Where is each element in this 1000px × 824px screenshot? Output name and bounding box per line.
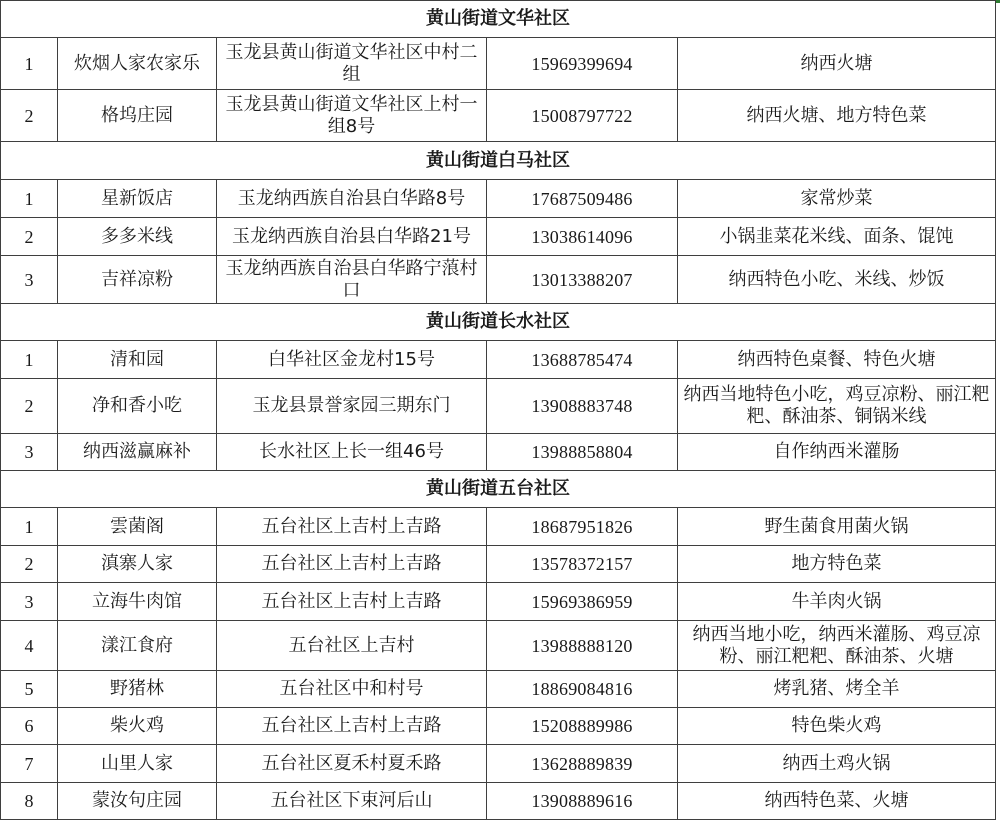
cell-phone[interactable]: 13578372157 [487,546,678,583]
cell-cuisine[interactable]: 纳西当地特色小吃，鸡豆凉粉、丽江粑粑、酥油茶、铜锅米线 [678,379,996,434]
cell-phone[interactable]: 15969399694 [487,38,678,90]
table-row [1,379,996,434]
cell-address[interactable]: 白华社区金龙村15号 [217,341,487,379]
cell-number[interactable]: 2 [1,379,58,434]
cell-number[interactable]: 5 [1,671,58,708]
cell-phone[interactable]: 17687509486 [487,180,678,218]
table-row [1,708,996,745]
cell-number[interactable]: 7 [1,745,58,783]
cell-address[interactable]: 玉龙纳西族自治县白华路8号 [217,180,487,218]
section-title: 黄山街道长水社区 [1,304,996,341]
cell-address[interactable]: 五台社区上吉村上吉路 [217,708,487,745]
cell-restaurant-name[interactable]: 星新饭店 [58,180,217,218]
table-row [1,783,996,820]
cell-restaurant-name[interactable]: 净和香小吃 [58,379,217,434]
section-header-row [1,142,996,180]
cell-restaurant-name[interactable]: 吉祥凉粉 [58,256,217,304]
cell-number[interactable]: 1 [1,38,58,90]
cell-phone[interactable]: 13908883748 [487,379,678,434]
cell-address[interactable]: 玉龙县黄山街道文华社区中村二组 [217,38,487,90]
cell-phone[interactable]: 15969386959 [487,583,678,621]
cell-phone[interactable]: 15008797722 [487,90,678,142]
section-header-row [1,304,996,341]
cell-number[interactable]: 3 [1,256,58,304]
cell-address[interactable]: 五台社区上吉村上吉路 [217,508,487,546]
cell-address[interactable]: 玉龙县黄山街道文华社区上村一组8号 [217,90,487,142]
cell-phone[interactable]: 13688785474 [487,341,678,379]
cell-restaurant-name[interactable]: 野猪林 [58,671,217,708]
cell-phone[interactable]: 13013388207 [487,256,678,304]
cell-restaurant-name[interactable]: 蒙汝句庄园 [58,783,217,820]
cell-address[interactable]: 五台社区上吉村上吉路 [217,546,487,583]
cell-phone[interactable]: 13908889616 [487,783,678,820]
cell-phone[interactable]: 13628889839 [487,745,678,783]
cell-number[interactable]: 4 [1,621,58,671]
cell-restaurant-name[interactable]: 炊烟人家农家乐 [58,38,217,90]
cell-address[interactable]: 五台社区中和村号 [217,671,487,708]
cell-cuisine[interactable]: 地方特色菜 [678,546,996,583]
cell-cuisine[interactable]: 纳西特色桌餐、特色火塘 [678,341,996,379]
section-title: 黄山街道白马社区 [1,142,996,180]
cell-restaurant-name[interactable]: 清和园 [58,341,217,379]
table-row [1,621,996,671]
cell-number[interactable]: 8 [1,783,58,820]
section-header-row [1,1,996,38]
table-row [1,546,996,583]
cell-phone[interactable]: 13988858804 [487,434,678,471]
cell-cuisine[interactable]: 家常炒菜 [678,180,996,218]
table-row [1,434,996,471]
cell-number[interactable]: 1 [1,341,58,379]
table-row [1,90,996,142]
cell-cuisine[interactable]: 纳西火塘、地方特色菜 [678,90,996,142]
cell-restaurant-name[interactable]: 雲菌阁 [58,508,217,546]
cell-phone[interactable]: 13038614096 [487,218,678,256]
table-row [1,218,996,256]
cell-cuisine[interactable]: 小锅韭菜花米线、面条、馄饨 [678,218,996,256]
cell-address[interactable]: 五台社区上吉村上吉路 [217,583,487,621]
cell-number[interactable]: 1 [1,180,58,218]
cell-restaurant-name[interactable]: 漾江食府 [58,621,217,671]
cell-restaurant-name[interactable]: 滇寨人家 [58,546,217,583]
cell-address[interactable]: 五台社区夏禾村夏禾路 [217,745,487,783]
cell-number[interactable]: 6 [1,708,58,745]
table-row [1,583,996,621]
table-row [1,38,996,90]
cell-cuisine[interactable]: 烤乳猪、烤全羊 [678,671,996,708]
cell-address[interactable]: 五台社区下束河后山 [217,783,487,820]
cell-phone[interactable]: 13988888120 [487,621,678,671]
table-row [1,256,996,304]
section-header-row [1,471,996,508]
cell-cuisine[interactable]: 自作纳西米灌肠 [678,434,996,471]
cell-phone[interactable]: 15208889986 [487,708,678,745]
table-row [1,341,996,379]
cell-cuisine[interactable]: 纳西特色菜、火塘 [678,783,996,820]
cell-restaurant-name[interactable]: 多多米线 [58,218,217,256]
table-row [1,508,996,546]
cell-restaurant-name[interactable]: 格坞庄园 [58,90,217,142]
cell-address[interactable]: 玉龙纳西族自治县白华路21号 [217,218,487,256]
cell-cuisine[interactable]: 特色柴火鸡 [678,708,996,745]
section-title: 黄山街道五台社区 [1,471,996,508]
cell-address[interactable]: 长水社区上长一组46号 [217,434,487,471]
cell-number[interactable]: 2 [1,218,58,256]
cell-cuisine[interactable]: 纳西当地小吃，纳西米灌肠、鸡豆凉粉、丽江粑粑、酥油茶、火塘 [678,621,996,671]
cell-restaurant-name[interactable]: 纳西滋赢麻补 [58,434,217,471]
cell-cuisine[interactable]: 纳西特色小吃、米线、炒饭 [678,256,996,304]
cell-restaurant-name[interactable]: 立海牛肉馆 [58,583,217,621]
table-row [1,745,996,783]
table-row [1,180,996,218]
cell-number[interactable]: 3 [1,434,58,471]
cell-number[interactable]: 2 [1,546,58,583]
table-body [1,1,996,820]
cell-restaurant-name[interactable]: 柴火鸡 [58,708,217,745]
section-title: 黄山街道文华社区 [1,1,996,38]
cell-address[interactable]: 玉龙县景誉家园三期东门 [217,379,487,434]
cell-address[interactable]: 玉龙纳西族自治县白华路宁蒗村口 [217,256,487,304]
cell-cuisine[interactable]: 纳西火塘 [678,38,996,90]
table-row [1,671,996,708]
cell-number[interactable]: 3 [1,583,58,621]
cell-phone[interactable]: 18869084816 [487,671,678,708]
cell-phone[interactable]: 18687951826 [487,508,678,546]
cell-number[interactable]: 1 [1,508,58,546]
cell-cuisine[interactable]: 野生菌食用菌火锅 [678,508,996,546]
cell-cuisine[interactable]: 纳西土鸡火锅 [678,745,996,783]
cell-cuisine[interactable]: 牛羊肉火锅 [678,583,996,621]
cell-number[interactable]: 2 [1,90,58,142]
cell-address[interactable]: 五台社区上吉村 [217,621,487,671]
cell-restaurant-name[interactable]: 山里人家 [58,745,217,783]
